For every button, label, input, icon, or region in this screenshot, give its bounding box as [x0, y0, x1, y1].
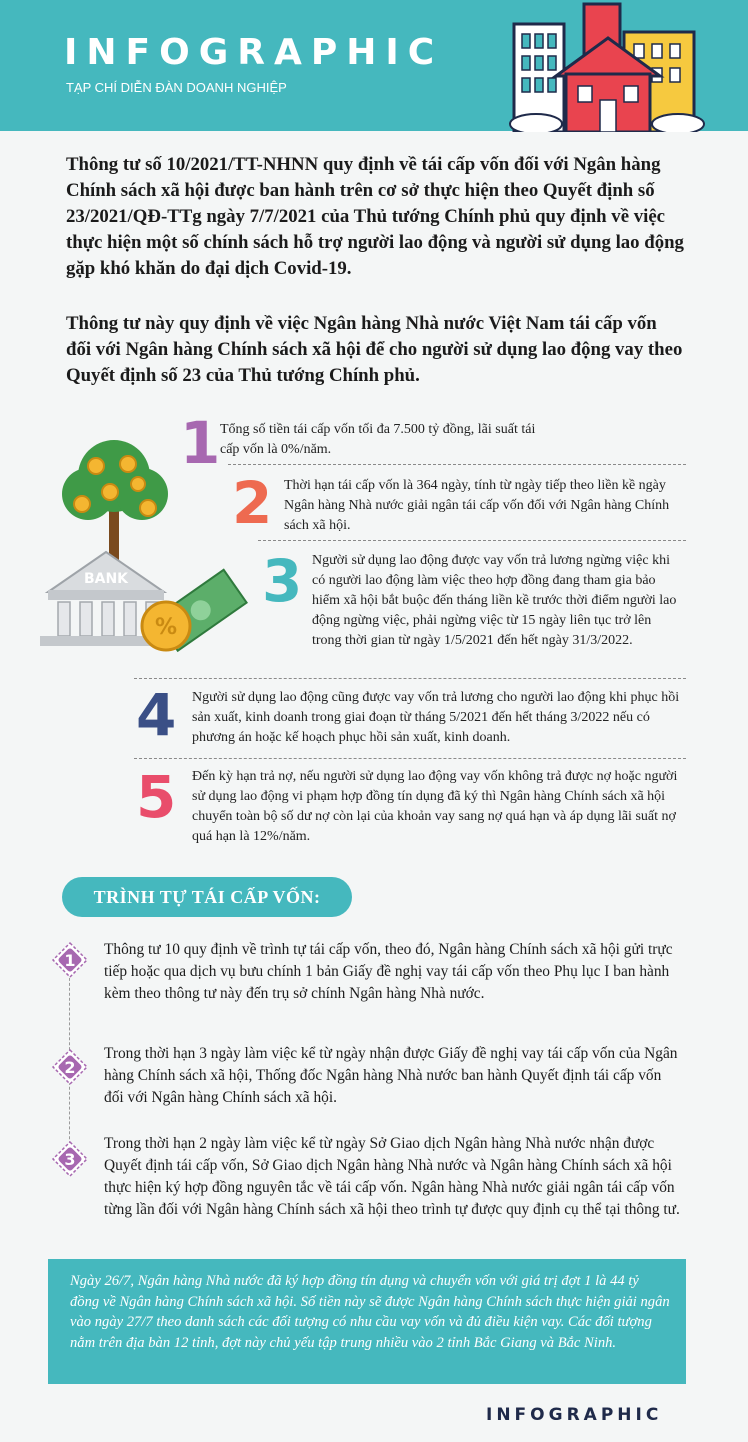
point-2-number: 2 — [232, 469, 273, 537]
divider — [134, 678, 686, 679]
step-3-number: 3 — [64, 1150, 76, 1169]
header-banner — [0, 0, 748, 131]
divider — [228, 464, 686, 465]
procedure-heading: TRÌNH TỰ TÁI CẤP VỐN: — [62, 877, 352, 917]
point-5-number: 5 — [136, 763, 177, 831]
point-1-text: Tổng số tiền tái cấp vốn tối đa 7.500 tỷ đồng, lãi suất tái cấp vốn là 0%/năm. — [220, 422, 536, 457]
point-3-number: 3 — [262, 547, 303, 615]
step-2-text: Trong thời hạn 3 ngày làm việc kể từ ngày nhận được Giấy đề nghị vay tái cấp vốn của Ngân hàng Chính sách xã hội, Thống đốc Ngân hàng Nhà nước ban hành Quyết định tái cấp vốn đối với Ngân hàng Chính sách xã hội. — [104, 1045, 678, 1106]
point-4-number: 4 — [136, 681, 177, 749]
point-4-text: Người sử dụng lao động cũng được vay vốn trả lương cho người lao động khi phục hồi sản xuất, kinh doanh trong giai đoạn từ tháng 5/2021 đến hết tháng 3/2022 nếu có phương án hoặc kế hoạch phục hồi sản xuất, kinh doanh. — [192, 690, 680, 745]
intro-paragraph-1: Thông tư số 10/2021/TT-NHNN quy định về tái cấp vốn đối với Ngân hàng Chính sách xã hội được ban hành trên cơ sở thực hiện theo Quyết định số 23/2021/QĐ-TTg ngày 7/7/2021 của Thủ tướng Chính phủ quy định về việc thực hiện một số chính sách hỗ trợ người lao động và người sử dụng lao động gặp khó khăn do đại dịch Covid-19. — [66, 154, 684, 279]
step-2-badge — [50, 1047, 90, 1087]
step-3-text: Trong thời hạn 2 ngày làm việc kể từ ngày Sở Giao dịch Ngân hàng Nhà nước nhận được Quyết định tái cấp vốn, Sở Giao dịch Ngân hàng Nhà nước và Ngân hàng Chính sách xã hội thực hiện ký hợp đồng nguyên tắc về tái cấp vốn. Ngân hàng Nhà nước giải ngân tái cấp vốn từng lần đối với Ngân hàng Chính sách xã hội theo trình tự được quy định cụ thể tại thông tư. — [104, 1135, 680, 1218]
buildings-illustration — [508, 2, 708, 132]
footer-brand: INFOGRAPHIC — [486, 1405, 663, 1425]
point-1-number: 1 — [180, 409, 221, 477]
note-box — [48, 1259, 686, 1384]
percent-coin-label: % — [154, 615, 178, 640]
divider — [258, 540, 686, 541]
step-1-text: Thông tư 10 quy định về trình tự tái cấp vốn, theo đó, Ngân hàng Chính sách xã hội gửi trực tiếp hoặc qua dịch vụ bưu chính 1 bản Giấy đề nghị vay tái cấp vốn theo Phụ lục I ban hành kèm theo thông tư này đến trụ sở chính Ngân hàng Nhà nước. — [104, 941, 673, 1002]
header-title: INFOGRAPHIC — [64, 32, 444, 73]
point-2-text: Thời hạn tái cấp vốn là 364 ngày, tính từ ngày tiếp theo liền kề ngày Ngân hàng Nhà nước giải ngân tái cấp vốn đối với Ngân hàng Chính sách xã hội. — [284, 478, 670, 533]
point-3-text: Người sử dụng lao động được vay vốn trả lương ngừng việc khi có người lao động làm việc theo hợp đồng đang tham gia bảo hiểm xã hội bắt buộc đến tháng liền kề trước thời điểm người lao động ngừng việc, phải ngừng việc từ 15 ngày liên tục trở lên trong thời gian từ ngày 1/5/2021 đến hết ngày 31/3/2022. — [312, 553, 677, 648]
intro-paragraph-2: Thông tư này quy định về việc Ngân hàng Nhà nước Việt Nam tái cấp vốn đối với Ngân hàng Chính sách xã hội để cho người sử dụng lao động vay theo Quyết định số 23 của Thủ tướng Chính phủ. — [66, 313, 683, 386]
divider — [134, 758, 686, 759]
step-3-badge — [50, 1139, 90, 1179]
step-1-badge — [50, 940, 90, 980]
header-subtitle: TẠP CHÍ DIỄN ĐÀN DOANH NGHIỆP — [66, 80, 287, 95]
step-2-number: 2 — [64, 1058, 76, 1077]
step-1-number: 1 — [64, 951, 76, 970]
point-5-text: Đến kỳ hạn trả nợ, nếu người sử dụng lao động vay vốn không trả được nợ hoặc người sử dụng lao động vi phạm hợp đồng tín dụng đã ký thì Ngân hàng Chính sách xã hội chuyển toàn bộ số dư nợ còn lại của khoản vay sang nợ quá hạn và áp dụng lãi suất nợ quá hạn là 12%/năm. — [192, 769, 678, 844]
note-text: Ngày 26/7, Ngân hàng Nhà nước đã ký hợp đồng tín dụng và chuyển vốn với giá trị đợt 1 là 44 tỷ đồng về Ngân hàng Chính sách xã hội. Số tiền này sẽ được Ngân hàng Chính sách thực hiện giải ngân vào ngày 27/7 theo danh sách các đối tượng có nhu cầu vay vốn và đủ điều kiện vay. Các đối tượng nằm trên địa bàn 12 tỉnh, đợt này chủ yếu tập trung nhiều vào 2 tỉnh Bắc Giang và Bắc Ninh. — [70, 1273, 670, 1351]
bank-label: BANK — [83, 571, 129, 587]
